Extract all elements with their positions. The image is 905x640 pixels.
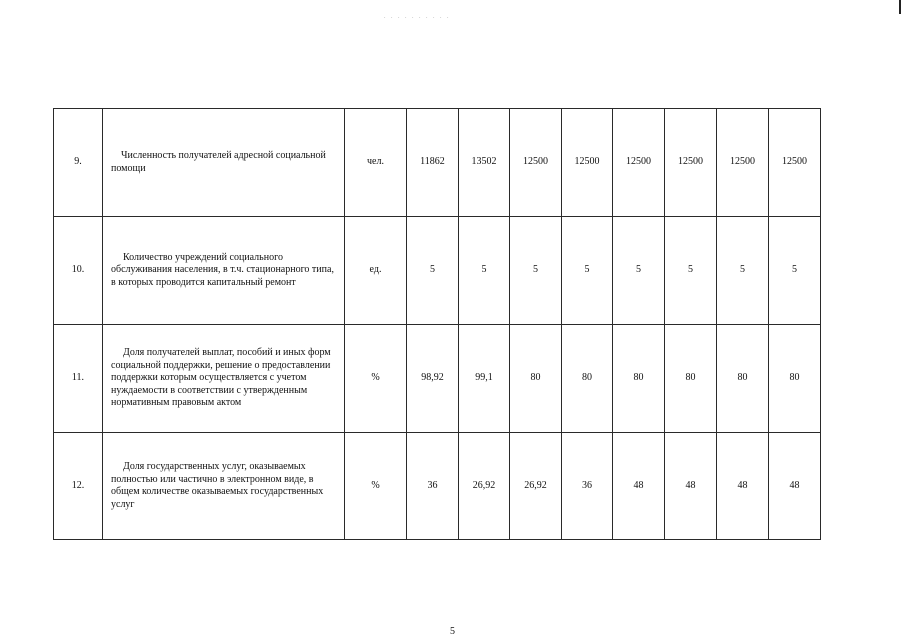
- row-number: 10.: [54, 217, 103, 325]
- value-cell: 99,1: [459, 325, 510, 433]
- value-cell: 5: [717, 217, 769, 325]
- table-row: [54, 217, 821, 325]
- value-cell: 12500: [769, 109, 821, 217]
- page-number: 5: [450, 626, 455, 637]
- value-cell: 48: [613, 433, 665, 540]
- value-cell: 5: [407, 217, 459, 325]
- value-cell: 80: [769, 325, 821, 433]
- value-cell: 36: [407, 433, 459, 540]
- unit-cell: чел.: [345, 109, 407, 217]
- row-number: 9.: [54, 109, 103, 217]
- table-row: [54, 433, 821, 540]
- value-cell: 5: [665, 217, 717, 325]
- scan-artifact: . . . . . . . . . .: [384, 14, 451, 20]
- indicator-name: Доля получателей выплат, пособий и иных форм социальной поддержки, решение о предоставлении поддержки которым осуществляется с учетом нуждаемости в соответствии с утвержденным нормативным правовым актом: [103, 325, 345, 433]
- unit-cell: %: [345, 325, 407, 433]
- value-cell: 26,92: [510, 433, 562, 540]
- value-cell: 12500: [717, 109, 769, 217]
- row-number: 12.: [54, 433, 103, 540]
- value-cell: 5: [510, 217, 562, 325]
- value-cell: 48: [665, 433, 717, 540]
- indicators-table: [53, 108, 821, 540]
- unit-cell: ед.: [345, 217, 407, 325]
- value-cell: 36: [562, 433, 613, 540]
- value-cell: 26,92: [459, 433, 510, 540]
- value-cell: 5: [613, 217, 665, 325]
- value-cell: 5: [769, 217, 821, 325]
- value-cell: 80: [510, 325, 562, 433]
- value-cell: 13502: [459, 109, 510, 217]
- value-cell: 80: [717, 325, 769, 433]
- value-cell: 12500: [665, 109, 717, 217]
- table-row: [54, 325, 821, 433]
- indicator-name: Доля государственных услуг, оказываемых полностью или частично в электронном виде, в общем количестве оказываемых государственных услуг: [103, 433, 345, 540]
- value-cell: 12500: [510, 109, 562, 217]
- value-cell: 12500: [562, 109, 613, 217]
- indicator-name: Количество учреждений социального обслуживания населения, в т.ч. стационарного типа, в которых проводится капитальный ремонт: [103, 217, 345, 325]
- value-cell: 98,92: [407, 325, 459, 433]
- value-cell: 48: [717, 433, 769, 540]
- value-cell: 11862: [407, 109, 459, 217]
- indicator-name: Численность получателей адресной социальной помощи: [103, 109, 345, 217]
- value-cell: 48: [769, 433, 821, 540]
- row-number: 11.: [54, 325, 103, 433]
- value-cell: 80: [613, 325, 665, 433]
- page-edge-mark: [899, 0, 901, 14]
- value-cell: 12500: [613, 109, 665, 217]
- value-cell: 5: [459, 217, 510, 325]
- value-cell: 5: [562, 217, 613, 325]
- value-cell: 80: [665, 325, 717, 433]
- unit-cell: %: [345, 433, 407, 540]
- table-row: [54, 109, 821, 217]
- value-cell: 80: [562, 325, 613, 433]
